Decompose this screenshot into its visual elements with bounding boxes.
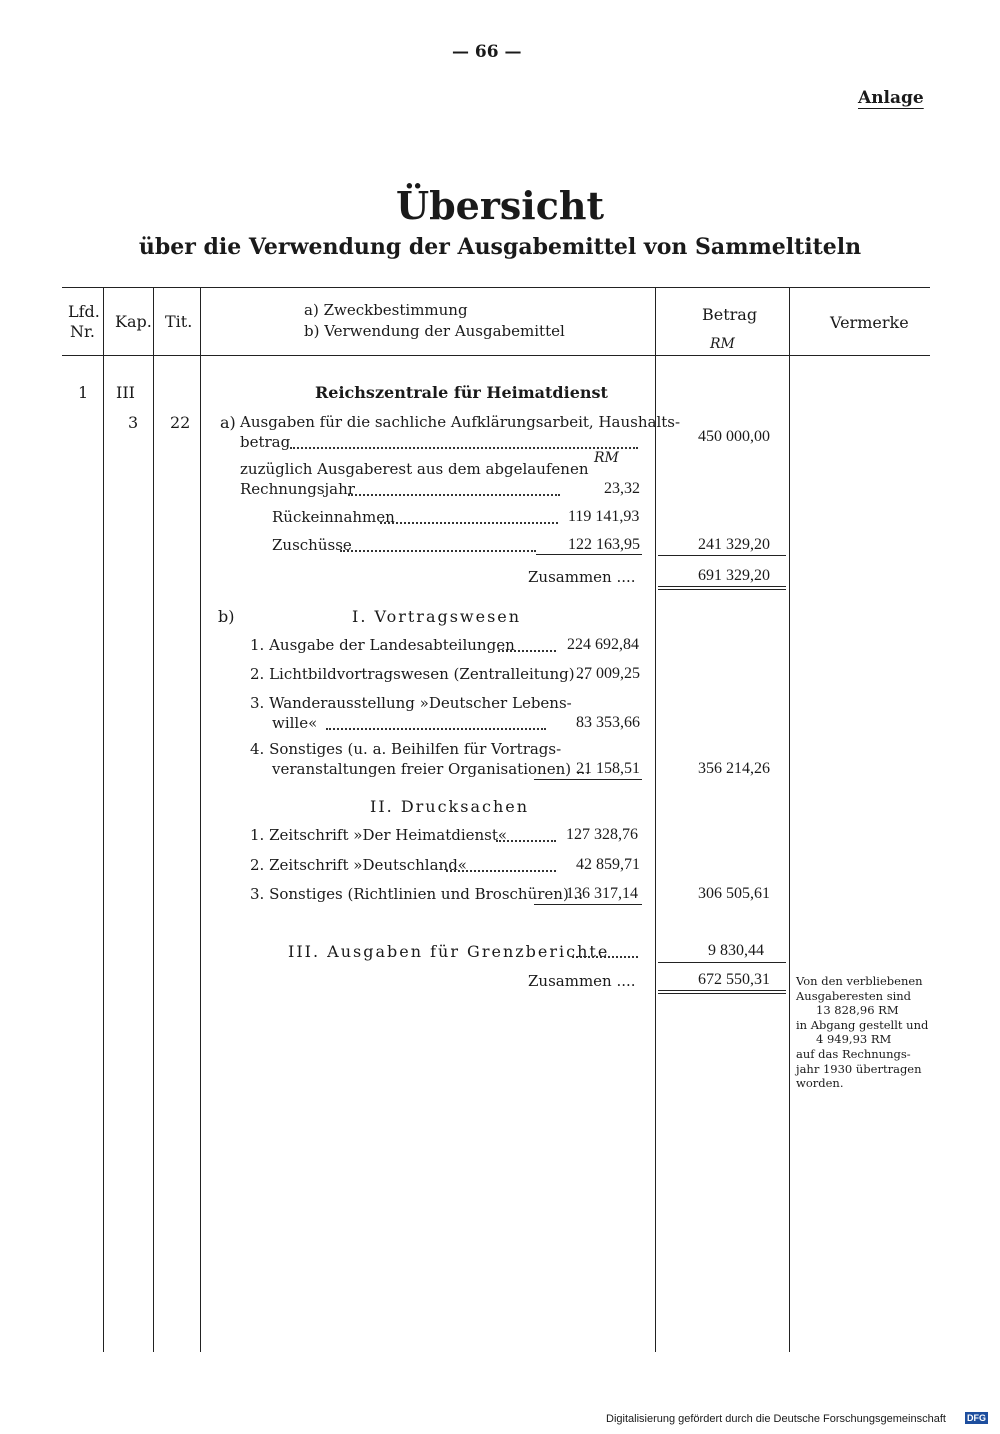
leader-dots [496,840,556,842]
row-kap-roman: III [116,383,135,402]
part-a-unit: RM [594,450,619,466]
part-a-line1: Ausgaben für die sachliche Aufklärungsarbeit, Haushalts- [240,413,681,431]
footer-text: Digitalisierung gefördert durch die Deutsche Forschungsgemeinschaft [606,1413,946,1425]
header-vermerke: Vermerke [830,313,909,332]
column-divider [153,287,154,1352]
section-2-title: II. Drucksachen [370,797,530,816]
s1-item-3-amount: 83 353,66 [576,714,640,731]
vermerk-line: Von den verbliebenen [796,974,923,988]
part-a-line2: betrag [240,433,291,451]
header-nr: Nr. [70,322,95,341]
leader-dots [498,650,556,652]
s2-item-3: 3. Sonstiges (Richtlinien und Broschüren) .. [250,885,584,903]
page-title: Übersicht [395,183,605,228]
vermerk-note [796,974,928,1091]
row-heading: Reichszentrale für Heimatdienst [315,383,608,402]
zuschuesse-label: Zuschüsse [272,536,352,554]
s1-item-4-amount: 21 158,51 [576,760,640,777]
part-b-zusammen-label: Zusammen .... [528,972,636,990]
row-kap: 3 [128,413,139,432]
part-a-line3: zuzüglich Ausgaberest aus dem abgelaufenen [240,460,589,478]
vermerk-line: 4 949,93 RM [816,1032,892,1047]
rueckeinnahmen-amount: 119 141,93 [568,508,640,525]
part-a-line4: Rechnungsjahr [240,480,355,498]
part-a-zusammen-label: Zusammen .... [528,568,636,586]
sum-rule [534,779,642,780]
part-b-zusammen-amount: 672 550,31 [698,971,770,988]
sum-rule [534,904,642,905]
section-1-total: 356 214,26 [698,760,770,777]
section-3-amount: 9 830,44 [708,942,764,959]
column-divider [655,287,656,1352]
leader-dots [446,870,556,872]
zuschuesse-amount: 122 163,95 [568,536,640,553]
sum-rule [536,554,642,555]
s1-item-1-amount: 224 692,84 [567,636,639,653]
total-rule [658,586,786,587]
leader-dots [380,522,558,524]
part-b-label: b) [218,607,235,626]
header-verwendung: b) Verwendung der Ausgabemittel [304,322,565,340]
table-header-rule [62,355,930,356]
section-1-title: I. Vortragswesen [352,607,522,626]
part-a-ausgaberest: 23,32 [604,480,640,497]
s1-item-3-cont: wille« [272,714,318,732]
vermerk-line: jahr 1930 übertragen [796,1061,922,1076]
s2-item-3-amount: 136 317,14 [566,885,638,902]
part-a-zusammen-amount: 691 329,20 [698,567,770,584]
s2-item-2-amount: 42 859,71 [576,856,640,873]
header-zweckbestimmung: a) Zweckbestimmung [304,301,468,319]
rueckeinnahmen-label: Rückeinnahmen [272,508,395,526]
section-2-total: 306 505,61 [698,885,770,902]
s1-item-4: 4. Sonstiges (u. a. Beihilfen für Vortrags- [250,740,562,758]
dfg-logo: DFG [967,1413,986,1423]
s1-item-3: 3. Wanderausstellung »Deutscher Lebens- [250,694,572,712]
part-a-label: a) [220,413,236,432]
vermerk-line: in Abgang gestellt und [796,1017,929,1032]
s1-item-1: 1. Ausgabe der Landesabteilungen [250,636,515,654]
vermerk-line: worden. [796,1076,844,1091]
s1-item-2: 2. Lichtbildvortragswesen (Zentralleitung) .. [250,665,589,683]
column-divider [200,287,201,1352]
total-rule [658,993,786,994]
leader-dots [290,447,638,449]
part-a-haushaltsbetrag: 450 000,00 [698,428,770,445]
leader-dots [340,550,536,552]
vermerk-line: auf das Rechnungs- [796,1046,911,1061]
s1-item-2-amount: 27 009,25 [576,665,640,682]
header-lfd: Lfd. [68,302,100,321]
leader-dots [572,956,638,958]
total-rule [658,589,786,590]
row-tit: 22 [170,413,191,432]
total-rule [658,990,786,991]
vermerk-line: 13 828,96 RM [816,1003,899,1018]
section-3-label: III. Ausgaben für Grenzberichte [288,942,610,961]
header-kap: Kap. [115,312,152,331]
page-number: — 66 — [452,42,522,62]
s2-item-1: 1. Zeitschrift »Der Heimatdienst« [250,826,508,844]
sum-rule [658,555,786,556]
anlage-label: Anlage [858,88,924,108]
header-tit: Tit. [165,312,193,331]
leader-dots [348,494,560,496]
row-lfd: 1 [78,383,89,402]
s2-item-2: 2. Zeitschrift »Deutschland« [250,856,467,874]
header-betrag-unit: RM [710,336,735,352]
sum-rule [658,962,786,963]
vermerk-line: Ausgaberesten sind [796,988,912,1003]
zuschuesse-total: 241 329,20 [698,536,770,553]
table-top-rule [62,287,930,288]
column-divider [789,287,790,1352]
leader-dots [326,728,546,730]
s2-item-1-amount: 127 328,76 [566,826,638,843]
s1-item-4-cont: veranstaltungen freier Organisationen) ... [272,760,591,778]
column-divider [103,287,104,1352]
header-betrag: Betrag [702,305,758,324]
page-subtitle: über die Verwendung der Ausgabemittel von Sammeltiteln [138,234,862,260]
